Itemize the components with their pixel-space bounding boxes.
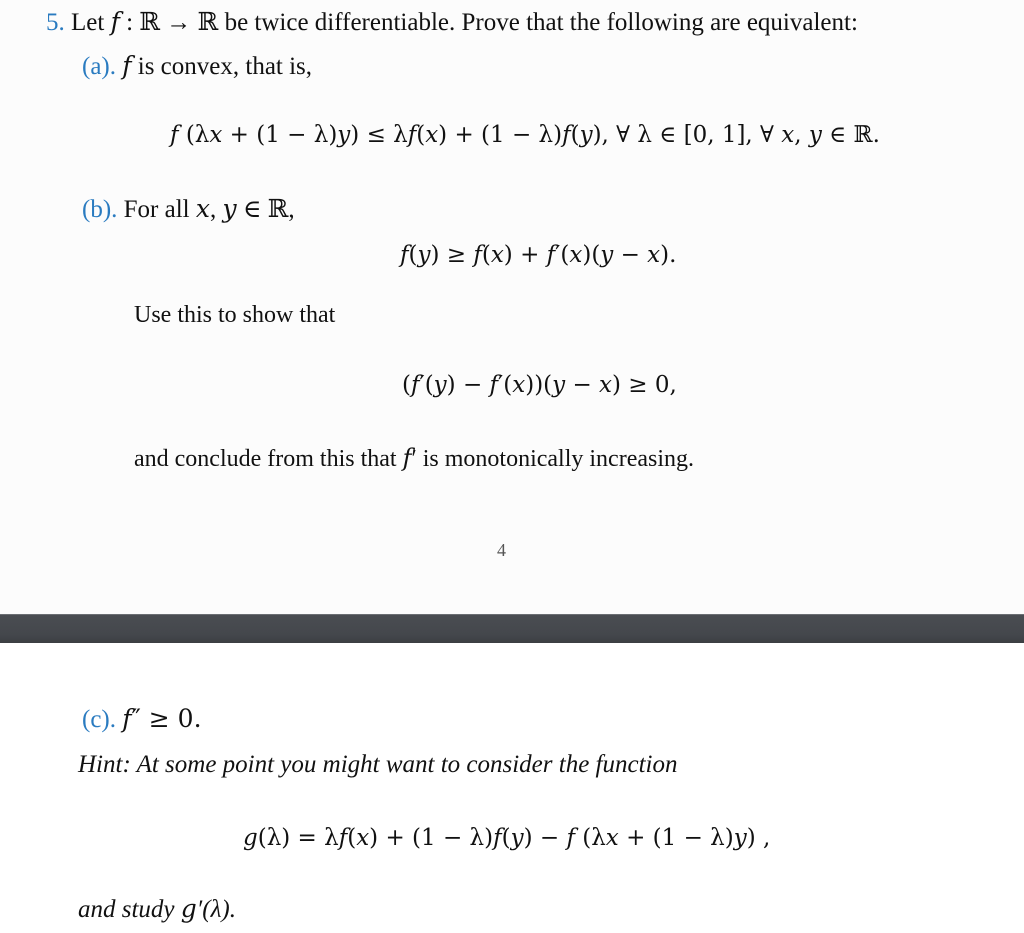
part-c-heading xyxy=(82,704,202,735)
part-a-heading xyxy=(82,52,312,82)
convexity-formula: 𝑓 (λ𝑥 + (1 − λ)𝑦) ≤ λ𝑓(𝑥) + (1 − λ)𝑓(𝑦), ∀ λ ∈ [0, 1], ∀ 𝑥, 𝑦 ∈ ℝ. xyxy=(170,122,880,148)
page-separator xyxy=(0,614,1024,643)
use-text: Use this to show that xyxy=(134,302,336,328)
page-5 xyxy=(0,643,1024,933)
first-order-condition: 𝑓(𝑦) ≥ 𝑓(𝑥) + 𝑓′(𝑥)(𝑦 − 𝑥). xyxy=(400,242,677,268)
g-function-formula: 𝑔(λ) = λ𝑓(𝑥) + (1 − λ)𝑓(𝑦) − 𝑓 (λ𝑥 + (1 − λ)𝑦) , xyxy=(243,825,771,851)
page-number: 4 xyxy=(497,540,506,560)
part-b-heading xyxy=(82,195,295,225)
part-a-text: 𝑓 is convex, that is, xyxy=(122,53,313,80)
problem-number: 5. xyxy=(46,9,65,36)
conclude-text: and conclude from this that 𝑓′ is monotonically increasing. xyxy=(134,446,695,472)
study-text: and study 𝑔′(λ). xyxy=(78,896,236,923)
part-c-formula: 𝑓″ ≥ 0. xyxy=(122,704,202,733)
problem-statement xyxy=(46,8,858,38)
problem-intro: Let 𝑓 : ℝ → ℝ be twice differentiable. Prove that the following are equivalent: xyxy=(71,9,858,36)
part-c-label: (c). xyxy=(82,706,116,733)
hint-text: Hint: At some point you might want to consider the function xyxy=(78,751,678,778)
part-a-label: (a). xyxy=(82,53,116,80)
monotone-inequality: (𝑓′(𝑦) − 𝑓′(𝑥))(𝑦 − 𝑥) ≥ 0, xyxy=(402,372,677,398)
part-b-text: For all 𝑥, 𝑦 ∈ ℝ, xyxy=(123,196,295,223)
part-b-label: (b). xyxy=(82,196,118,223)
